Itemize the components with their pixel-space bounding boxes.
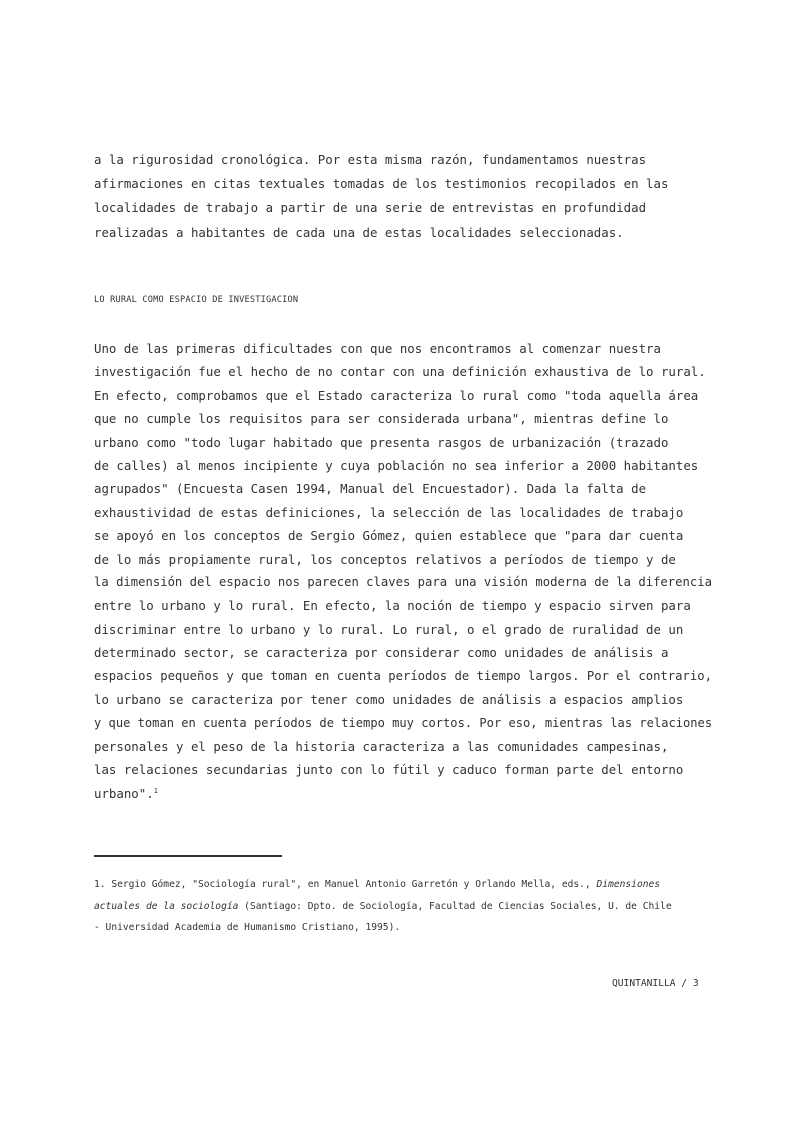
paragraph-line: de lo más propiamente rural, los conceptos relativos a períodos de tiempo y de <box>94 551 676 567</box>
footnote-separator <box>94 855 282 857</box>
page-number: QUINTANILLA / 3 <box>612 978 699 989</box>
paragraph-line: espacios pequeños y que toman en cuenta períodos de tiempo largos. Por el contrario, <box>94 668 712 683</box>
last-line-text: urbano". <box>94 785 154 801</box>
section-heading: LO RURAL COMO ESPACIO DE INVESTIGACION <box>94 295 299 305</box>
footnote-title-italic: actuales de la sociología <box>94 900 239 912</box>
paragraph-line: a la rigurosidad cronológica. Por esta misma razón, fundamentamos nuestras <box>94 152 647 167</box>
footnote-reference[interactable]: 1 <box>153 786 158 795</box>
paragraph-line: se apoyó en los conceptos de Sergio Gómez, quien establece que "para dar cuenta <box>94 528 684 544</box>
footnote-line <box>94 874 712 896</box>
intro-paragraph <box>94 148 706 245</box>
paragraph-line: y que toman en cuenta períodos de tiempo muy cortos. Por eso, mientras las relaciones <box>94 715 713 730</box>
paragraph-line: Uno de las primeras dificultades con que nos encontramos al comenzar nuestra <box>94 341 661 356</box>
paragraph-line: las relaciones secundarias junto con lo fútil y caduco forman parte del entorno <box>94 762 684 778</box>
paragraph-line: la dimensión del espacio nos parecen claves para una visión moderna de la diferencia <box>94 575 712 590</box>
footnote-line: - Universidad Academia de Humanismo Cristiano, 1995). <box>94 922 401 933</box>
paragraph-line: discriminar entre lo urbano y lo rural. Lo rural, o el grado de ruralidad de un <box>94 621 684 637</box>
section-paragraph <box>94 337 712 805</box>
paragraph-line: agrupados" (Encuesta Casen 1994, Manual del Encuestador). Dada la falta de <box>94 481 647 497</box>
paragraph-line: investigación fue el hecho de no contar con una definición exhaustiva de lo rural. <box>94 364 706 380</box>
paragraph-line: exhaustividad de estas definiciones, la selección de las localidades de trabajo <box>94 504 684 520</box>
paragraph-line: que no cumple los requisitos para ser considerada urbana", mientras define lo <box>94 411 669 427</box>
paragraph-line: lo urbano se caracteriza por tener como unidades de análisis a espacios amplios <box>94 692 684 708</box>
paragraph-last-line <box>94 782 712 805</box>
footnote-title-italic: Dimensiones <box>596 879 661 890</box>
paragraph-line: afirmaciones en citas textuales tomadas de los testimonios recopilados en las <box>94 176 669 192</box>
paragraph-line: urbano como "todo lugar habitado que presenta rasgos de urbanización (trazado <box>94 434 669 450</box>
paragraph-line: realizadas a habitantes de cada una de estas localidades seleccionadas. <box>94 224 624 240</box>
paragraph-line: entre lo urbano y lo rural. En efecto, la noción de tiempo y espacio sirven para <box>94 598 691 614</box>
paragraph-line: localidades de trabajo a partir de una serie de entrevistas en profundidad <box>94 200 647 216</box>
footnote <box>94 874 712 939</box>
footnote-text: (Santiago: Dpto. de Sociología, Facultad de Ciencias Sociales, U. de Chile <box>238 900 672 912</box>
paragraph-line: personales y el peso de la historia caracteriza a las comunidades campesinas, <box>94 738 669 754</box>
paragraph-line: En efecto, comprobamos que el Estado caracteriza lo rural como "toda aquella área <box>94 387 699 403</box>
footnote-line <box>94 896 712 918</box>
paragraph-line: determinado sector, se caracteriza por considerar como unidades de análisis a <box>94 645 669 661</box>
footnote-text: 1. Sergio Gómez, "Sociología rural", en Manuel Antonio Garretón y Orlando Mella, eds., <box>94 879 597 890</box>
paragraph-line: de calles) al menos incipiente y cuya población no sea inferior a 2000 habitantes <box>94 458 699 474</box>
